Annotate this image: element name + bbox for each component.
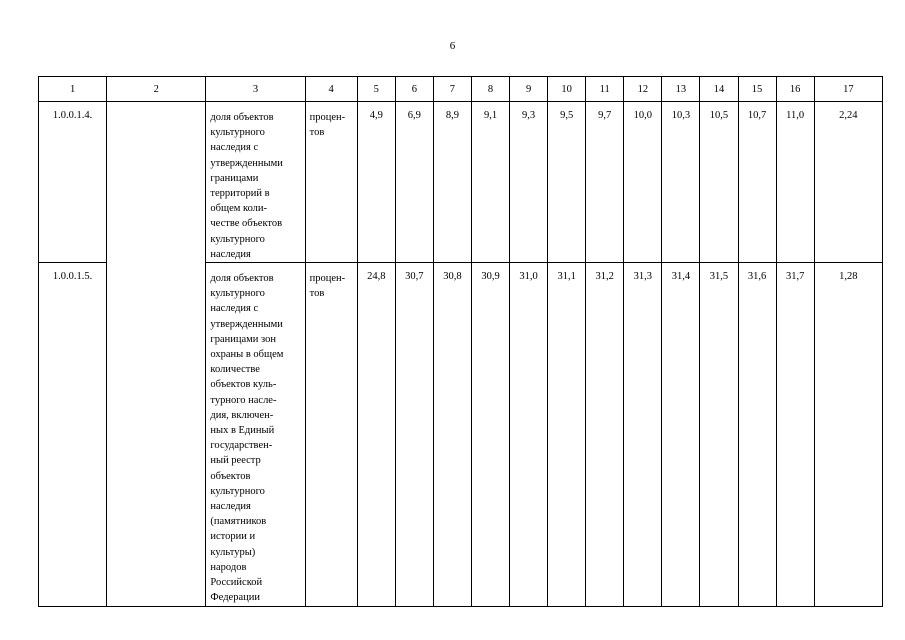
text-line: объектов куль- <box>210 379 277 391</box>
empty-merged-cell <box>107 102 206 607</box>
text-line: тов <box>309 127 325 139</box>
text-line: охраны в общем <box>210 349 284 361</box>
page-number: 6 <box>449 40 456 52</box>
value-cell: 31,7 <box>776 263 814 606</box>
value-cell: 9,1 <box>471 102 509 263</box>
text-line: доля объектов <box>210 273 274 285</box>
text-line: тов <box>309 288 325 300</box>
value-cell: 10,3 <box>662 102 700 263</box>
text-line: культурного <box>210 127 265 139</box>
header-cell: 7 <box>433 77 471 102</box>
header-cell: 15 <box>738 77 776 102</box>
value-cell: 30,8 <box>433 263 471 606</box>
value-cell: 30,9 <box>471 263 509 606</box>
header-cell: 9 <box>510 77 548 102</box>
value-cell: 10,0 <box>624 102 662 263</box>
value-cell: 9,3 <box>510 102 548 263</box>
text-line: объектов <box>210 470 251 482</box>
text-line: ный реестр <box>210 455 261 467</box>
text-line: общем коли- <box>210 203 268 215</box>
text-line: наследия с <box>210 303 259 315</box>
value-cell: 9,5 <box>548 102 586 263</box>
unit-cell <box>305 102 357 263</box>
header-cell: 13 <box>662 77 700 102</box>
text-line: Федерации <box>210 592 260 604</box>
text-line: наследия <box>210 501 251 513</box>
header-cell: 2 <box>107 77 206 102</box>
indicator-code: 1.0.0.1.5. <box>39 263 107 606</box>
header-cell: 11 <box>586 77 624 102</box>
text-line: культуры) <box>210 546 256 558</box>
text-line: турного насле- <box>210 394 277 406</box>
text-line: утвержденными <box>210 318 283 330</box>
value-cell: 8,9 <box>433 102 471 263</box>
value-cell: 31,5 <box>700 263 738 606</box>
header-cell: 3 <box>206 77 305 102</box>
value-cell: 30,7 <box>395 263 433 606</box>
value-cell: 31,4 <box>662 263 700 606</box>
value-cell: 10,5 <box>700 102 738 263</box>
text-line: границами зон <box>210 333 276 345</box>
value-cell: 2,24 <box>814 102 882 263</box>
value-cell: 1,28 <box>814 263 882 606</box>
value-cell: 31,3 <box>624 263 662 606</box>
text-line: Российской <box>210 577 263 589</box>
value-cell: 24,8 <box>357 263 395 606</box>
text-line: истории и <box>210 531 256 543</box>
value-cell: 9,7 <box>586 102 624 263</box>
header-cell: 16 <box>776 77 814 102</box>
text-line: наследия с <box>210 142 259 154</box>
unit-cell <box>305 263 357 606</box>
text-line: (памятников <box>210 516 267 528</box>
value-cell: 31,6 <box>738 263 776 606</box>
indicator-name <box>206 102 305 263</box>
value-cell: 11,0 <box>776 102 814 263</box>
header-cell: 17 <box>814 77 882 102</box>
value-cell: 4,9 <box>357 102 395 263</box>
header-cell: 4 <box>305 77 357 102</box>
indicator-code: 1.0.0.1.4. <box>39 102 107 263</box>
text-line: ных в Единый <box>210 425 275 437</box>
text-line: культурного <box>210 233 265 245</box>
text-line: доля объектов <box>210 112 274 123</box>
table-row <box>39 102 883 263</box>
text-line: государствен- <box>210 440 273 452</box>
header-cell: 14 <box>700 77 738 102</box>
text-line: процен- <box>309 112 346 123</box>
value-cell: 31,2 <box>586 263 624 606</box>
text-line: территорий в <box>210 188 270 200</box>
value-cell: 6,9 <box>395 102 433 263</box>
header-cell: 8 <box>471 77 509 102</box>
header-cell: 12 <box>624 77 662 102</box>
text-line: культурного <box>210 485 265 497</box>
text-line: дия, включен- <box>210 409 274 421</box>
text-line: народов <box>210 561 247 573</box>
text-line: культурного <box>210 288 265 300</box>
text-line: границами <box>210 172 259 184</box>
header-cell: 6 <box>395 77 433 102</box>
text-line: честве объектов <box>210 218 283 230</box>
text-line: наследия <box>210 248 251 260</box>
value-cell: 10,7 <box>738 102 776 263</box>
text-line: утвержденными <box>210 157 283 169</box>
value-cell: 31,1 <box>548 263 586 606</box>
value-cell: 31,0 <box>510 263 548 606</box>
text-line: количестве <box>210 364 260 376</box>
header-row <box>39 77 883 102</box>
header-cell: 5 <box>357 77 395 102</box>
header-cell: 1 <box>39 77 107 102</box>
text-line: процен- <box>309 273 346 285</box>
header-cell: 10 <box>548 77 586 102</box>
indicator-table <box>38 76 883 607</box>
indicator-name <box>206 263 305 606</box>
